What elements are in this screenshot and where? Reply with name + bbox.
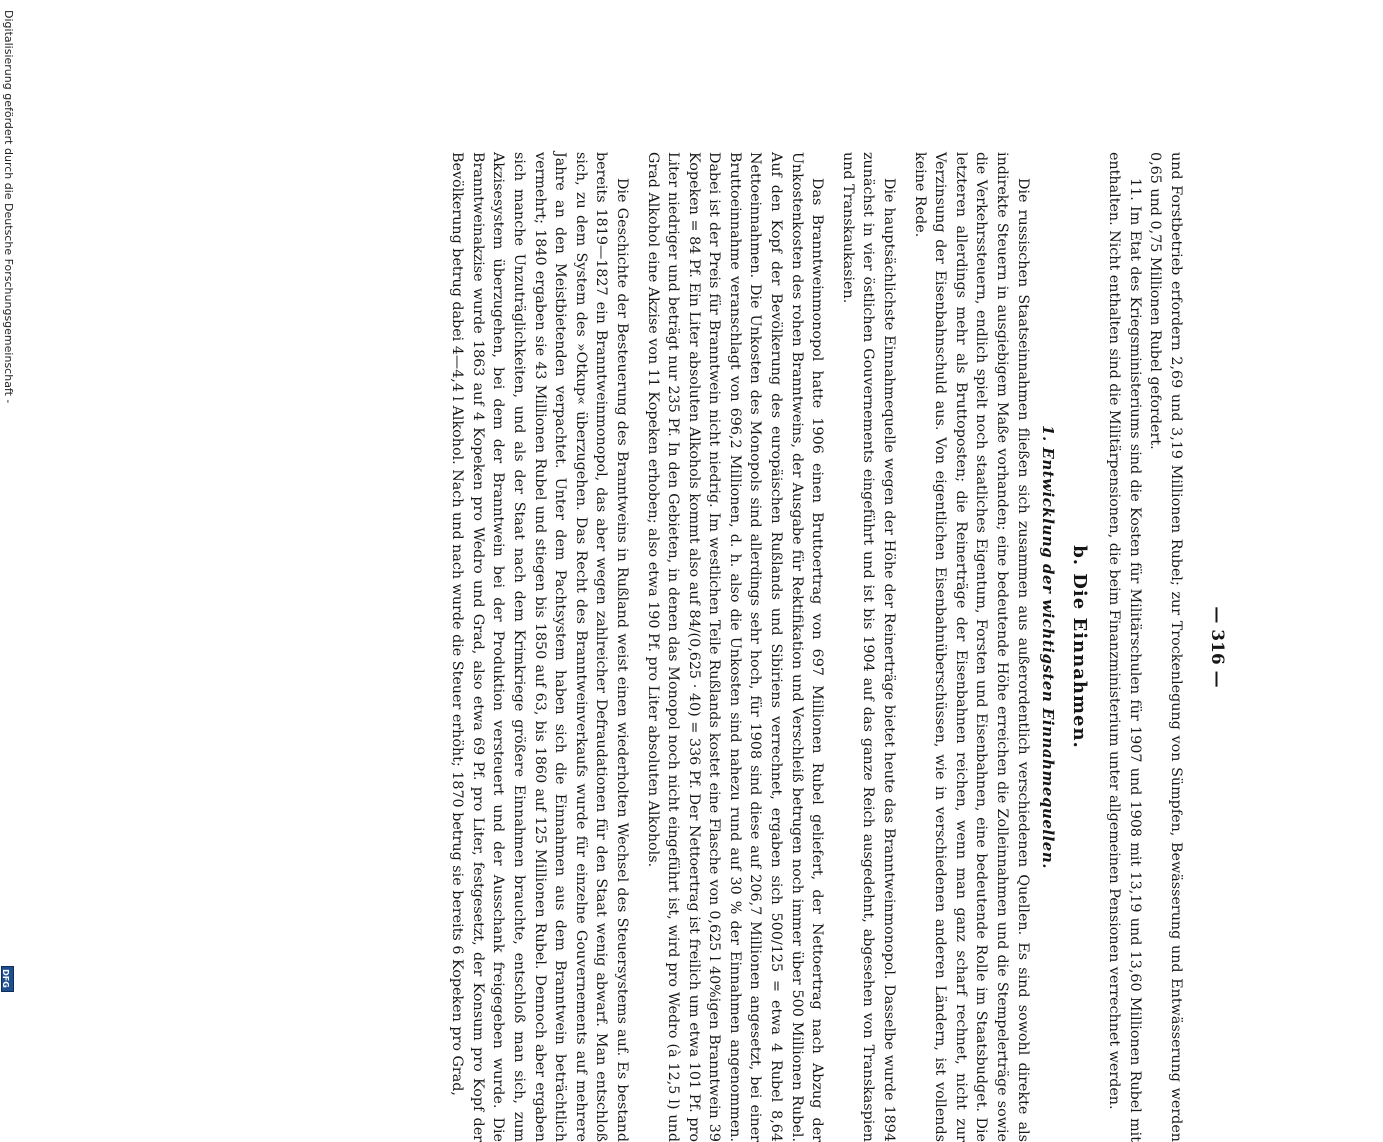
footer-credit-band xyxy=(0,0,16,1000)
intro-paragraph-1: und Forstbetrieb erfordern 2,69 und 3,19 Millionen Rubel; zur Trockenlegung von Sümpfen, Bewässerung und Entwässerung werden 0,65 und 0,75 Millionen Rubel gefordert. xyxy=(1147,152,1184,1142)
body-paragraph-4: Die Geschichte der Besteuerung des Branntweins in Rußland weist einen wiederholten Wechsel des Steuersystems auf. Es bestand bereits 1819—1827 ein Branntweinmonopol, das aber wegen zahlreicher Defraudationen für den Staat wenig abwarf. Man entschloß sich, zu dem System des »Otkup« überzugehen. Das Recht des Branntweinverkaufs wurde für einzelne Gouvernements auf mehrere Jahre an den Meistbietenden verpachtet. Unter dem Pachtsystem haben sich die Einnahmen aus dem Branntwein beträchtlich vermehrt; 1840 ergaben sie 43 Millionen Rubel und stiegen bis 1850 auf 63, bis 1860 auf 125 Millionen Rubel. Dennoch aber ergaben sich manche Unzuträglichkeiten, und als der Staat nach dem Krimkriege größere Einnahmen brauchte, entschloß man sich, zum Akzisesystem überzugehen, bei dem der Branntwein bei der Produktion versteuert und der Ausschank freigegeben wurde. Die Branntweinakzise wurde 1863 auf 4 Kopeken pro Wedro und Grad, also etwa 69 Pf. pro Liter, festgesetzt, der Konsum pro Kopf der Bevölkerung betrug dabei 4—4,4 l Alkohol. Nach und nach wurde die Steuer erhöht; 1870 betrug sie bereits 6 Kopeken pro Grad, xyxy=(449,152,630,1142)
subsection-title: 1. Entwicklung der wichtigsten Einnahmequellen. xyxy=(1038,425,1057,869)
footer-credit: Digitalisierung gefördert durch die Deutsche Forschungsgemeinschaft - xyxy=(2,10,15,404)
scanned-page xyxy=(138,152,1248,1142)
page-number: — 316 — xyxy=(1207,606,1227,688)
dfg-logo xyxy=(1,966,14,992)
body-paragraph-3: Das Branntweinmonopol hatte 1906 einen Bruttoertrag von 697 Millionen Rubel geliefert, der Nettoertrag nach Abzug der Unkostenkosten des rohen Branntweins, der Ausgabe für Rektifikation und Verschleiß betrugen noch immer über 500 Millionen Rubel. Auf den Kopf der Bevölkerung des europäischen Rußlands und Sibiriens verrechnet, ergaben sich 500/125 = etwa 4 Rubel 8,64 Nettoeinnahmen. Die Unkosten des Monopols sind allerdings sehr hoch, für 1908 sind diese auf 206,7 Millionen angesetzt, bei einer Bruttoeinnahme veranschlagt von 696,2 Millionen, d. h. also die Unkosten sind nahezu rund auf 30 % der Einnahmen angenommen. Dabei ist der Preis für Branntwein nicht niedrig. Im westlichen Teile Rußlands kostet eine Flasche von 0,625 l 40%igen Branntwein 39 Kopeken = 84 Pf. Ein Liter absoluten Alkohols kommt also auf 84/(0,625 · 40) = 336 Pf. Der Nettoertrag ist freilich um etwa 101 Pf. pro Liter niedriger und beträgt nur 235 Pf. In den Gebieten, in denen das Monopol noch nicht eingeführt ist, wird pro Wedro (à 12,5 l) und Grad Alkohol eine Akzise von 11 Kopeken erhoben; also etwa 190 Pf. pro Liter absoluten Alkohols. xyxy=(644,152,826,1142)
body-paragraph-2: Die hauptsächlichste Einnahmequelle wegen der Höhe der Reinerträge bietet heute das Branntweinmonopol. Dasselbe wurde 1894 zunächst in vier östlichen Gouvernements eingeführt und ist bis 1904 auf das ganze Reich ausgedehnt, abgesehen von Transkaspien und Transkaukasien. xyxy=(839,152,898,1142)
section-title: b. Die Einnahmen. xyxy=(1068,545,1090,749)
dfg-logo-text: DFG xyxy=(0,969,10,988)
intro-paragraph-2: 11. Im Etat des Kriegsministeriums sind die Kosten für Militärschulen für 1907 und 1908 mit 13,19 und 13,60 Millionen Rubel mit enthalten. Nicht enthalten sind die Militärpensionen, die beim Finanzministerium unter allgemeinen Pensionen verrechnet werden. xyxy=(1106,152,1143,1142)
body-paragraph-1: Die russischen Staatseinnahmen fließen sich zusammen aus außerordentlich verschiedenen Quellen. Es sind sowohl direkte als indirekte Steuern in ausgiebigem Maße vorhanden; eine bedeutende Höhe erreichen die Zolleinnahmen und die Stempelerträge sowie die Verkehrssteuern, endlich spielt noch staatliches Eigentum, Forsten und Eisenbahnen, eine bedeutende Rolle im Staatsbudget. Die letzteren allerdings mehr als Bruttoposten; die Reinerträge der Eisenbahnen reichen, wenn man ganz scharf rechnet, nicht zur Verzinsung der Eisenbahnschuld aus. Von eigentlichen Eisenbahnüberschüssen, wie in verschiedenen anderen Ländern, ist vollends keine Rede. xyxy=(911,152,1031,1142)
